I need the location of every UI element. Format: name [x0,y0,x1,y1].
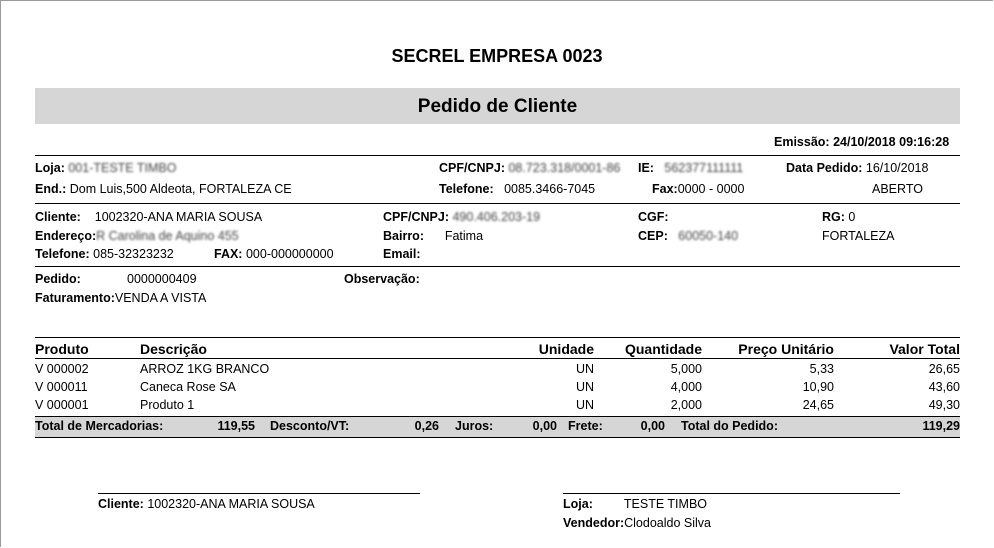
table-top-line [35,337,960,338]
store-cpf [439,161,620,175]
client-rg [822,210,855,224]
signature-store-value: TESTE TIMBO [623,497,708,511]
emissao-value: 24/10/2018 09:16:28 [833,135,950,149]
row-descricao: Caneca Rose SA [140,380,236,394]
row-quantidade: 4,000 [670,380,702,394]
client-cep [638,229,738,243]
signature-vendedor [563,516,711,530]
th-preco: Preço Unitário [738,341,834,357]
emissao [774,135,949,149]
client-cpf [383,210,540,224]
row-quantidade: 2,000 [670,398,702,412]
row-preco: 24,65 [802,398,834,412]
divider-client-top [35,203,960,204]
client-email-label: Email: [383,247,421,261]
client-fax-label: FAX: [214,247,243,261]
row-descricao: ARROZ 1KG BRANCO [140,362,270,376]
table-row [35,380,960,398]
client-endereco-value: R Carolina de Aquino 455 [96,229,239,243]
signature-line-store [563,493,900,494]
totals-juros-value: 0,00 [532,419,557,433]
order-faturamento-label: Faturamento: [35,291,115,305]
client-bairro-value: Fatima [444,229,484,243]
client-cidade: FORTALEZA [822,229,895,243]
row-total: 49,30 [928,398,960,412]
emissao-label: Emissão: [774,135,830,149]
store-ie-value: 562377111111 [664,161,744,175]
totals-pedido-label: Total do Pedido: [681,419,778,433]
store-cpf-label: CPF/CNPJ: [439,161,505,175]
client-bairro-label: Bairro: [383,229,424,243]
client-cep-value: 60050-140 [678,229,739,243]
divider-order-top [35,266,960,267]
client-cliente-label: Cliente: [35,210,81,224]
store-loja-label: Loja: [35,161,65,175]
client-cgf-label: CGF: [638,210,669,224]
totals-bar [35,416,960,438]
client-cep-label: CEP: [638,229,668,243]
store-data-pedido-value: 16/10/2018 [865,161,929,175]
order-faturamento [35,291,206,305]
th-unidade: Unidade [538,341,594,357]
th-quantidade: Quantidade [624,341,702,357]
table-row [35,398,960,416]
table-row [35,362,960,380]
client-rg-label: RG: [822,210,845,224]
totals-juros-label: Juros: [455,419,494,433]
client-rg-value: 0 [848,210,856,224]
row-unidade: UN [575,398,594,412]
row-quantidade: 5,000 [670,362,702,376]
signature-store [563,497,707,511]
th-total: Valor Total [889,341,960,357]
store-data-pedido-label: Data Pedido: [786,161,863,175]
signature-vendedor-label: Vendedor: [563,516,625,530]
store-telefone-label: Telefone: [439,182,494,196]
order-faturamento-value: VENDA A VISTA [114,291,207,305]
row-total: 26,65 [928,362,960,376]
doc-title: Pedido de Cliente [417,96,578,117]
store-end-value: Dom Luis,500 Aldeota, FORTALEZA CE [69,182,292,196]
client-telefone-value: 085-32323232 [93,247,174,261]
client-telefone-label: Telefone: [35,247,90,261]
totals-mercadorias-label: Total de Mercadorias: [35,419,164,433]
row-preco: 10,90 [802,380,834,394]
client-fax [214,247,334,261]
signature-client [98,497,315,511]
store-cpf-value: 08.723.318/0001-86 [508,161,621,175]
row-unidade: UN [575,380,594,394]
row-produto: V 000002 [35,362,89,376]
totals-desconto-value: 0,26 [414,419,439,433]
row-total: 43,60 [928,380,960,394]
th-descricao: Descrição [140,341,207,357]
totals-pedido-value: 119,29 [922,419,960,433]
store-fax-value: 0000 - 0000 [677,182,745,196]
totals-frete-value: 0,00 [640,419,665,433]
signature-client-label: Cliente: [98,497,144,511]
store-telefone-value: 0085.3466-7045 [504,182,596,196]
store-loja [35,161,176,175]
th-produto: Produto [35,341,89,357]
signature-vendedor-value: Clodoaldo Silva [624,516,711,530]
signature-store-label: Loja: [563,497,593,511]
divider-store-top [35,155,960,156]
totals-mercadorias-value: 119,55 [217,419,255,433]
store-telefone [439,182,595,196]
client-bairro [383,229,483,243]
client-endereco [35,229,239,243]
store-end-label: End.: [35,182,67,196]
client-cpf-value: 490.406.203-19 [452,210,541,224]
client-cliente-value: 1002320-ANA MARIA SOUSA [94,210,263,224]
client-cliente [35,210,262,224]
store-fax [652,182,744,196]
client-endereco-label: Endereço: [35,229,97,243]
row-produto: V 000001 [35,398,89,412]
row-unidade: UN [575,362,594,376]
signature-line-client [98,493,420,494]
totals-desconto-label: Desconto/VT: [270,419,350,433]
totals-frete-label: Frete: [568,419,603,433]
order-pedido-value: 0000000409 [127,272,197,286]
store-fax-label: Fax: [652,182,678,196]
store-status: ABERTO [872,182,923,196]
row-preco: 5,33 [809,362,834,376]
client-fax-value: 000-000000000 [245,247,334,261]
order-observacao-label: Observação: [344,272,420,286]
order-pedido-label: Pedido: [35,272,81,286]
table-header-line [35,358,960,359]
store-data-pedido [786,161,928,175]
row-descricao: Produto 1 [140,398,195,412]
signature-client-value: 1002320-ANA MARIA SOUSA [147,497,315,511]
client-telefone [35,247,174,261]
row-produto: V 000011 [35,380,88,394]
company-name: SECREL EMPRESA 0023 [391,46,603,66]
store-end [35,182,292,196]
store-ie [638,161,743,175]
store-ie-label: IE: [638,161,654,175]
store-loja-value: 001-TESTE TIMBO [68,161,177,175]
client-cpf-label: CPF/CNPJ: [383,210,449,224]
